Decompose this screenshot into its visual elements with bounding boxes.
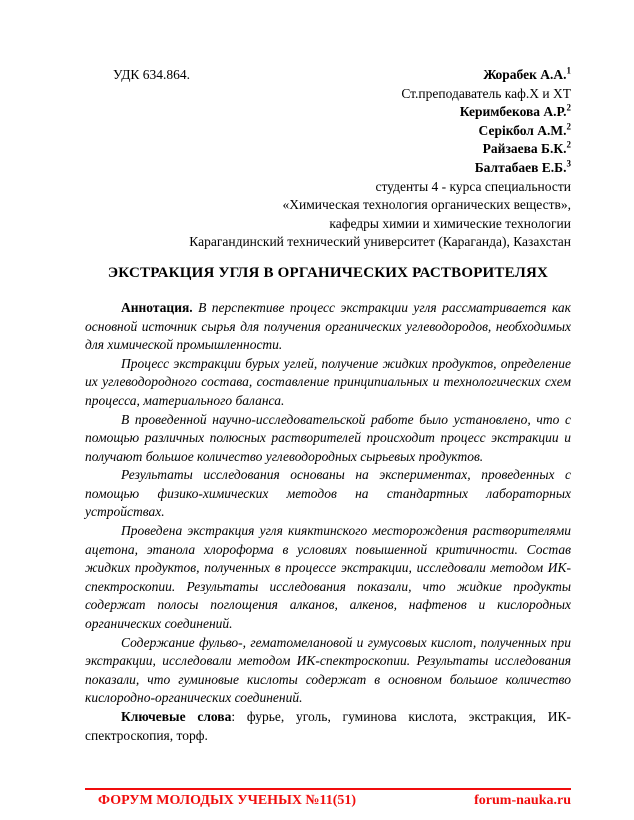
abstract-paragraph: Процесс экстракции бурых углей, получение жидких продуктов, определение их углеводородного состава, составление принципиальных и технологических схем процесса, материального баланса. <box>85 355 571 408</box>
abstract-paragraph: Проведена экстракция угля кияктинского месторождения растворителями ацетона, этанола хлороформа в условиях повышенной критичности. Состав жидких продуктов, полученных в процессе экстракции, исследовали методом ИК-спектроскопии. Результаты исследования показали, что жидкие продукты содержат полосы поглощения алканов, алкенов, нафтенов и кислородных органических соединений. <box>85 523 571 632</box>
journal-title: ФОРУМ МОЛОДЫХ УЧЕНЫХ №11(51) <box>98 793 357 808</box>
author-position-line: Ст.преподаватель каф.Х и ХТ <box>401 85 571 101</box>
udc-author-row <box>85 66 571 85</box>
university-line: Карагандинский технический университет (Караганда), Казахстан <box>189 234 571 250</box>
author-name <box>85 122 571 141</box>
page-footer <box>85 788 571 809</box>
abstract-label: Аннотация. <box>121 299 193 315</box>
keywords-text: : фурье, уголь, гуминова кислота, экстракция, ИК-спектроскопия, торф. <box>85 709 571 743</box>
paper-title: ЭКСТРАКЦИЯ УГЛЯ В ОРГАНИЧЕСКИХ РАСТВОРИТЕЛЯХ <box>107 264 549 281</box>
abstract-paragraph: Результаты исследования основаны на экспериментах, проведенных с помощью физико-химических методов на стандартных лабораторных устройствах. <box>85 467 571 520</box>
author-superscript: 3 <box>566 158 571 169</box>
footer-row <box>85 793 571 809</box>
specialty-line: «Химическая технология органических веществ», <box>282 197 571 213</box>
author-superscript: 2 <box>566 121 571 132</box>
abstract-paragraph: Содержание фульво-, гематомелановой и гумусовых кислот, полученных при экстракции, исследовали методом ИК-спектроскопии. Результаты исследования показали, что гуминовые кислоты содержат в основном большое количество кислородно-органических соединений. <box>85 634 571 706</box>
author-name-text: Керимбекова А.Р. <box>459 104 567 120</box>
author-superscript: 1 <box>566 65 571 76</box>
department-line: кафедры химии и химические технологии <box>329 215 571 231</box>
footer-divider <box>85 788 571 790</box>
keywords-label: Ключевые слова <box>121 709 232 724</box>
author-superscript: 2 <box>566 102 571 113</box>
journal-website: forum-nauka.ru <box>474 793 571 808</box>
author-name-text: Райзаева Б.К. <box>482 141 567 157</box>
keywords-paragraph <box>85 708 571 745</box>
author-name <box>85 159 571 178</box>
abstract-section <box>85 299 571 745</box>
page-content <box>85 0 571 745</box>
author-name <box>85 103 571 122</box>
author-name-text: Жорабек А.А. <box>483 67 567 82</box>
author-name-text: Серікбол А.М. <box>478 122 567 138</box>
abstract-paragraph: В проведенной научно-исследовательской работе было установлено, что с помощью различных полюсных растворителей происходит процесс экстракции и получают большое количество углеводородных сырьевых продуктов. <box>85 411 571 464</box>
author-superscript: 2 <box>566 139 571 150</box>
abstract-paragraph <box>85 299 571 355</box>
author-name-text: Балтабаев Е.Б. <box>474 159 567 175</box>
students-line: студенты 4 - курса специальности <box>375 178 571 194</box>
abstract-text: В перспективе процесс экстракции угля рассматривается как основной источник сырья для получения органических углеводородов, необходимых для химической промышленности. <box>85 299 571 353</box>
author-name <box>483 66 571 85</box>
author-name <box>85 140 571 159</box>
udc-label: УДК 634.864. <box>113 67 191 82</box>
